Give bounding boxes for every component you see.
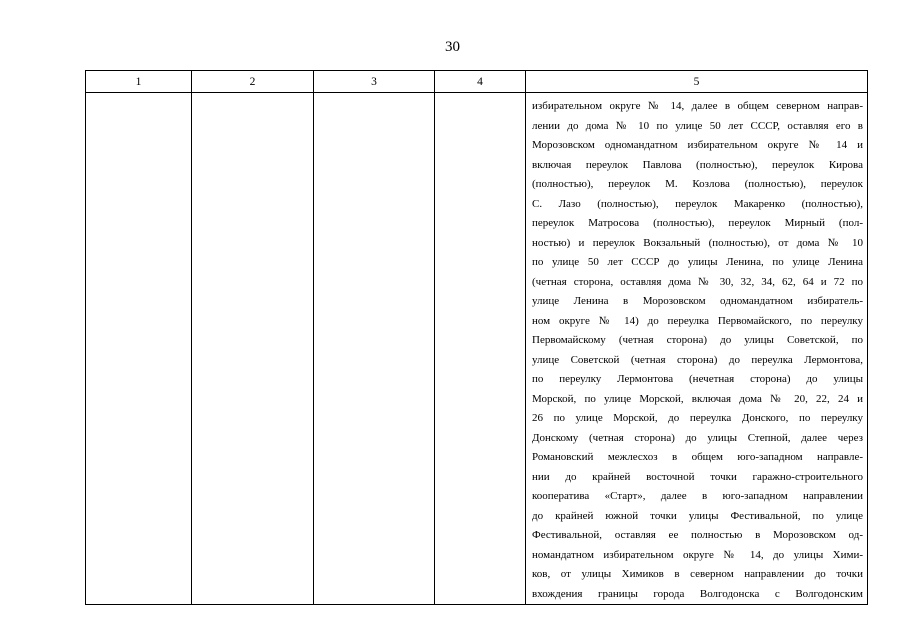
column-header-2: 2	[192, 71, 314, 93]
cell-column-2	[192, 93, 314, 605]
column-header-4: 4	[435, 71, 526, 93]
text-line: ков, от улицы Химиков в северном направлении до точки	[532, 568, 863, 580]
text-line: улице Советской (четная сторона) до переулка Лермонтова,	[532, 353, 863, 366]
district-boundary-table	[85, 70, 868, 605]
text-line: ностью) и переулок Вокзальный (полностью), от дома № 10	[532, 236, 863, 249]
column-header-5: 5	[526, 71, 868, 93]
text-line: (четная сторона, оставляя дома № 30, 32, 34, 62, 64 и 72 по	[532, 275, 863, 288]
column-header-3: 3	[314, 71, 435, 93]
cell-column-1	[86, 93, 192, 605]
table-row	[86, 93, 868, 605]
text-line: лении до дома № 10 по улице 50 лет СССР, оставляя его в	[532, 119, 863, 132]
cell-column-4	[435, 93, 526, 605]
text-line: избирательном округе № 14, далее в общем северном направ-	[532, 100, 863, 112]
text-line: ном округе № 14) до переулка Первомайского, по переулку	[532, 314, 863, 327]
text-line: Морозовском одномандатном избирательном округе № 14 и	[532, 139, 863, 151]
column-header-1: 1	[86, 71, 192, 93]
text-line: 26 по улице Морской, до переулка Донского, по переулку	[532, 412, 863, 424]
text-line: кооператива «Старт», далее в юго-западном направлении	[532, 490, 863, 502]
text-line: (полностью), переулок М. Козлова (полностью), переулок	[532, 178, 863, 190]
text-line: по переулку Лермонтова (нечетная сторона) до улицы	[532, 373, 863, 385]
text-line: до крайней южной точки улицы Фестивальной, по улице	[532, 509, 863, 522]
text-line: переулок Матросова (полностью), переулок Мирный (пол-	[532, 217, 863, 229]
page-number: 30	[445, 39, 460, 55]
text-line: Первомайскому (четная сторона) до улицы Советской, по	[532, 334, 863, 346]
text-line: Фестивальной, оставляя ее полностью в Морозовском од-	[532, 529, 863, 541]
text-line: Морской, по улице Морской, включая дома № 20, 22, 24 и	[532, 392, 863, 405]
text-line: вхождения границы города Волгодонска с Волгодонским	[532, 587, 863, 600]
text-line: Донскому (четная сторона) до улицы Степной, далее через	[532, 431, 863, 444]
text-line: С. Лазо (полностью), переулок Макаренко (полностью),	[532, 197, 863, 210]
boundary-description-text	[532, 97, 863, 604]
text-line: улице Ленина в Морозовском одномандатном избиратель-	[532, 295, 863, 307]
table-header-row	[86, 71, 868, 93]
text-line: номандатном избирательном округе № 14, до улицы Хими-	[532, 548, 863, 561]
text-line: Романовский межлесхоз в общем юго-западном направле-	[532, 451, 863, 463]
text-line: включая переулок Павлова (полностью), переулок Кирова	[532, 158, 863, 171]
cell-column-3	[314, 93, 435, 605]
text-line: нии до крайней восточной точки гаражно-строительного	[532, 470, 863, 483]
boundary-description-cell	[526, 93, 868, 605]
text-line: по улице 50 лет СССР до улицы Ленина, по улице Ленина	[532, 256, 863, 268]
